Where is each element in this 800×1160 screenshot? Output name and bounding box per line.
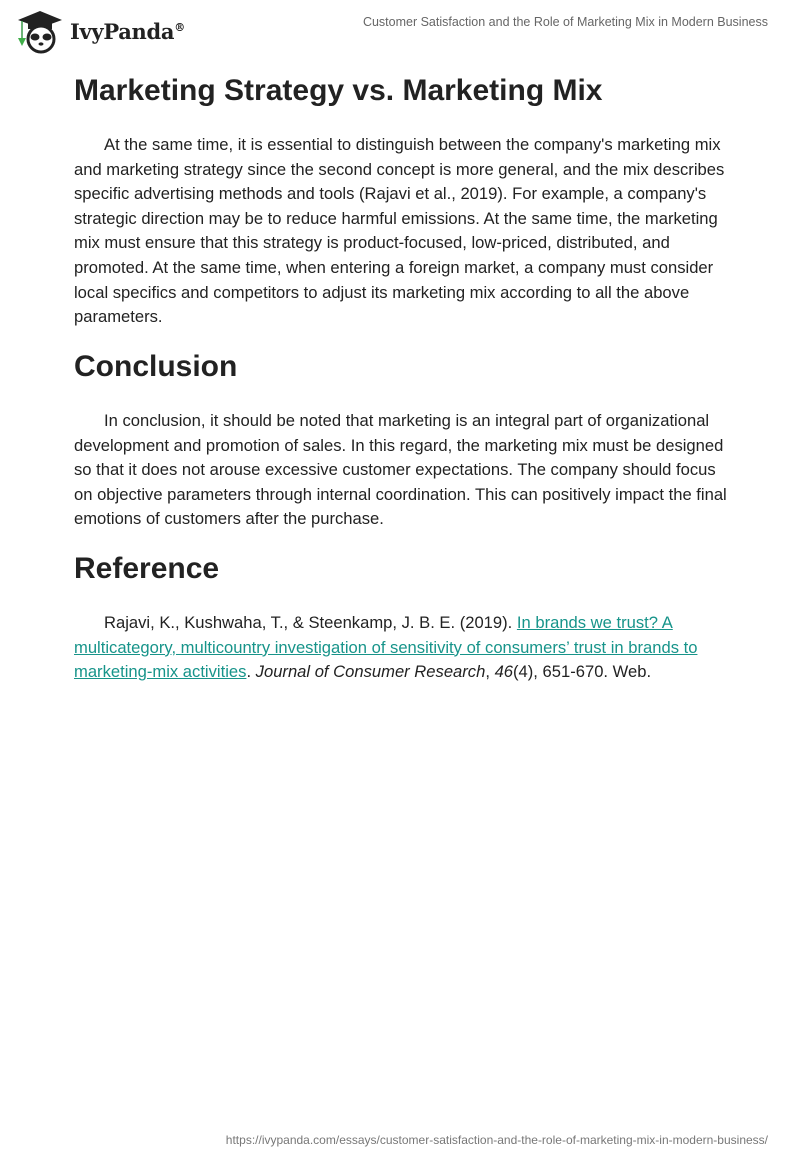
reference-title-link[interactable]: In brands we trust? A multicategory, multicountry investigation of sensitivity of consumers’ trust in brands to marketing-mix activities [74,613,698,682]
reference-pages: (4), 651-670. Web. [513,662,652,682]
section-paragraph: In conclusion, it should be noted that marketing is an integral part of organizational development and promotion of sales. In this regard, the marketing mix must be designed so that it does not arouse excessive customer expectations. The company should focus on objective parameters through internal coordination. This can positively impact the final emotions of customers after the purchase. [74,411,727,529]
section-heading: Marketing Strategy vs. Marketing Mix [74,74,603,107]
punctuation: , [485,662,495,682]
footer-url: https://ivypanda.com/essays/customer-satisfaction-and-the-role-of-marketing-mix-in-modern-business/ [225,1133,768,1147]
section-paragraph: At the same time, it is essential to distinguish between the company's marketing mix and marketing strategy since the second concept is more general, and the mix describes specific advertising methods and tools (Rajavi et al., 2019). For example, a company's strategic direction may be to reduce harmful emissions. At the same time, the marketing mix must ensure that this strategy is product-focused, low-priced, distributed, and promoted. At the same time, when entering a foreign market, a company must consider local specifics and competitors to adjust its marketing mix according to all the above parameters. [74,135,725,327]
ivypanda-logo[interactable] [14,8,185,54]
logo-text: IvyPanda® [70,18,185,44]
punctuation: . [246,662,256,682]
panda-graduate-icon [14,8,64,54]
reference-authors: Rajavi, K., Kushwaha, T., & Steenkamp, J. B. E. (2019). [104,613,517,632]
section-heading: Conclusion [74,350,238,383]
section-heading: Reference [74,552,220,585]
volume: 46 [494,662,514,682]
running-title: Customer Satisfaction and the Role of Marketing Mix in Modern Business [362,15,768,29]
reference-entry [74,611,728,685]
journal-name: Journal of Consumer Research [255,662,486,682]
